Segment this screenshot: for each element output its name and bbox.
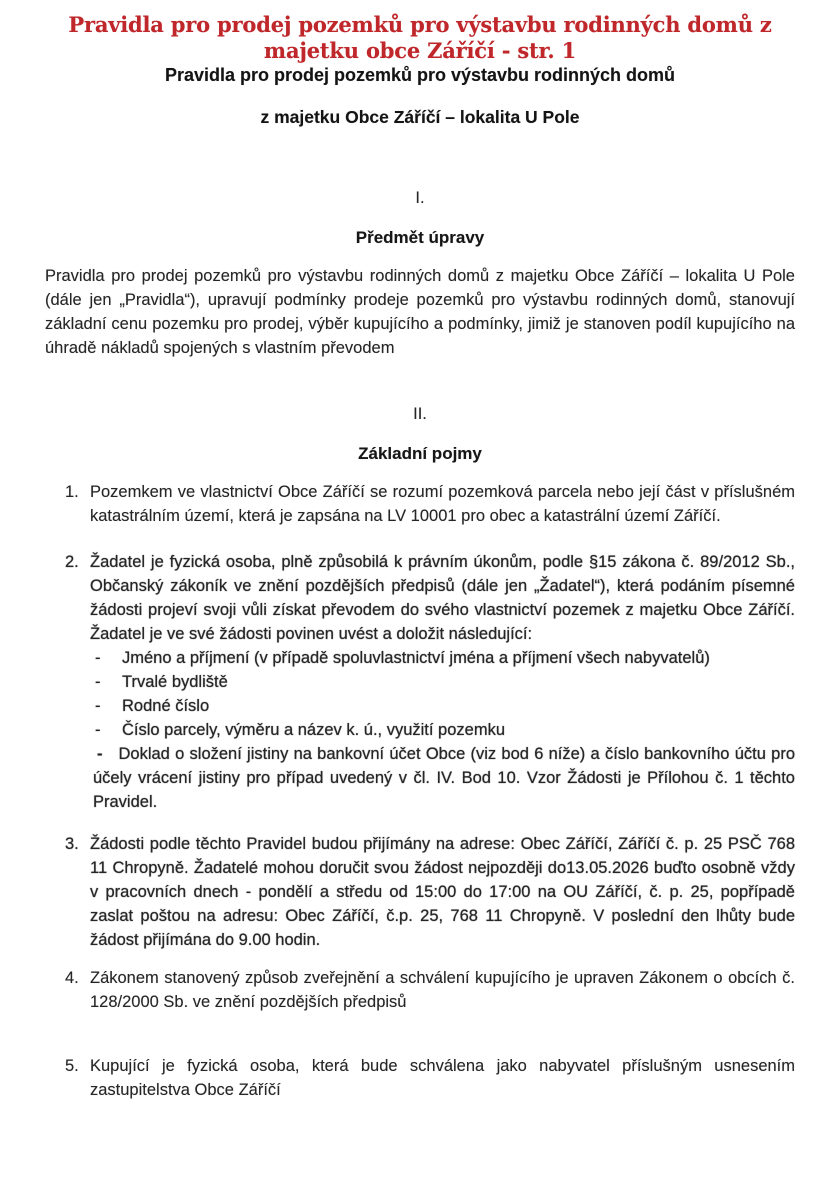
- list-item-1: [45, 480, 795, 528]
- dash-item-text: Číslo parcely, výměru a název k. ú., využití pozemku: [122, 721, 506, 739]
- dash-item-residence: [45, 670, 795, 694]
- document-subtitle: z majetku Obce Záříčí – lokalita U Pole: [260, 107, 580, 127]
- list-item-number: 4.: [65, 969, 79, 987]
- section-1-paragraph: Pravidla pro prodej pozemků pro výstavbu rodinných domů z majetku Obce Záříčí – lokalita U Pole (dále jen „Pravidla“), upravují podmínky prodeje pozemků pro výstavbu rodinných domů, stanovují základní cenu pozemku pro prodej, výběr kupujícího a podmínky, jimiž je stanoven podíl kupujícího na úhradě nákladů spojených s vlastním převodem: [45, 267, 795, 357]
- document-title: Pravidla pro prodej pozemků pro výstavbu rodinných domů: [164, 65, 676, 85]
- list-item-text: Žádosti podle těchto Pravidel budou přijímány na adrese: Obec Záříčí, Záříčí č. p. 25 PSČ 768 11 Chropyně. Žadatelé mohou doručit svou žádost nejpozději do13.05.2026 buďto osobně vždy v pracovních dnech - pondělí a středu od 15:00 do 17:00 na OU Záříčí, č. p. 25, popřípadě zaslat poštou na adresu: Obec Záříčí, č.p. 25, 768 11 Chropyně. V poslední den lhůty bude žádost přijímána do 9.00 hodin.: [90, 835, 795, 949]
- list-item-4: [45, 966, 795, 1014]
- page-header-title: Pravidla pro prodej pozemků pro výstavbu rodinných domů z majetku obce Záříčí - str. 1: [68, 12, 772, 63]
- dash-marker: -: [95, 697, 101, 715]
- list-item-number: 1.: [65, 483, 79, 501]
- dash-marker: -: [95, 673, 101, 691]
- dash-marker: -: [97, 745, 103, 763]
- dash-item-birth-number: [45, 694, 795, 718]
- list-item-text: Zákonem stanovený způsob zveřejnění a schválení kupujícího je upraven Zákonem o obcích č. 128/2000 Sb. ve znění pozdějších předpisů: [90, 969, 795, 1011]
- dash-item-text: Rodné číslo: [122, 697, 210, 715]
- list-item-text: Žadatel je fyzická osoba, plně způsobilá k právním úkonům, podle §15 zákona č. 89/2012 Sb., Občanský zákoník ve znění pozdějších předpisů (dále jen „Žadatel“), která podáním písemné žádosti projeví svoji vůli získat převodem do svého vlastnictví pozemek z majetku Obce Záříčí. Žadatel je ve své žádosti povinen uvést a doložit následující:: [90, 553, 795, 643]
- section-2-heading: Základní pojmy: [358, 444, 482, 463]
- section-2-numeral: II.: [413, 405, 427, 423]
- document-body: [45, 186, 795, 1102]
- list-item-3: [45, 832, 795, 952]
- dash-item-parcel: [45, 718, 795, 742]
- list-item-number: 2.: [65, 553, 79, 571]
- list-item-text: Kupující je fyzická osoba, která bude schválena jako nabyvatel příslušným usnesením zastupitelstva Obce Záříčí: [90, 1057, 795, 1099]
- dash-marker: -: [95, 721, 101, 739]
- dash-marker: -: [95, 649, 101, 667]
- dash-item-text: Trvalé bydliště: [122, 673, 228, 691]
- dash-item-deposit-proof: [45, 742, 795, 814]
- dash-item-text: Jméno a příjmení (v případě spoluvlastnictví jména a příjmení všech nabyvatelů): [122, 649, 710, 667]
- section-1-heading: Předmět úpravy: [355, 228, 485, 247]
- list-item-number: 3.: [65, 835, 79, 853]
- list-item-number: 5.: [65, 1057, 79, 1075]
- list-item-text: Pozemkem ve vlastnictví Obce Záříčí se rozumí pozemková parcela nebo její část v příslušném katastrálním území, která je zapsána na LV 10001 pro obec a katastrální území Záříčí.: [90, 483, 795, 525]
- dash-item-text: Doklad o složení jistiny na bankovní účet Obce (viz bod 6 níže) a číslo bankovního účtu pro účely vrácení jistiny pro případ uvedený v čl. IV. Bod 10. Vzor Žádosti je Přílohou č. 1 těchto Pravidel.: [93, 745, 795, 811]
- list-item-5: [45, 1054, 795, 1102]
- section-1-numeral: I.: [415, 189, 425, 207]
- list-item-2: [45, 550, 795, 646]
- dash-item-name: [45, 646, 795, 670]
